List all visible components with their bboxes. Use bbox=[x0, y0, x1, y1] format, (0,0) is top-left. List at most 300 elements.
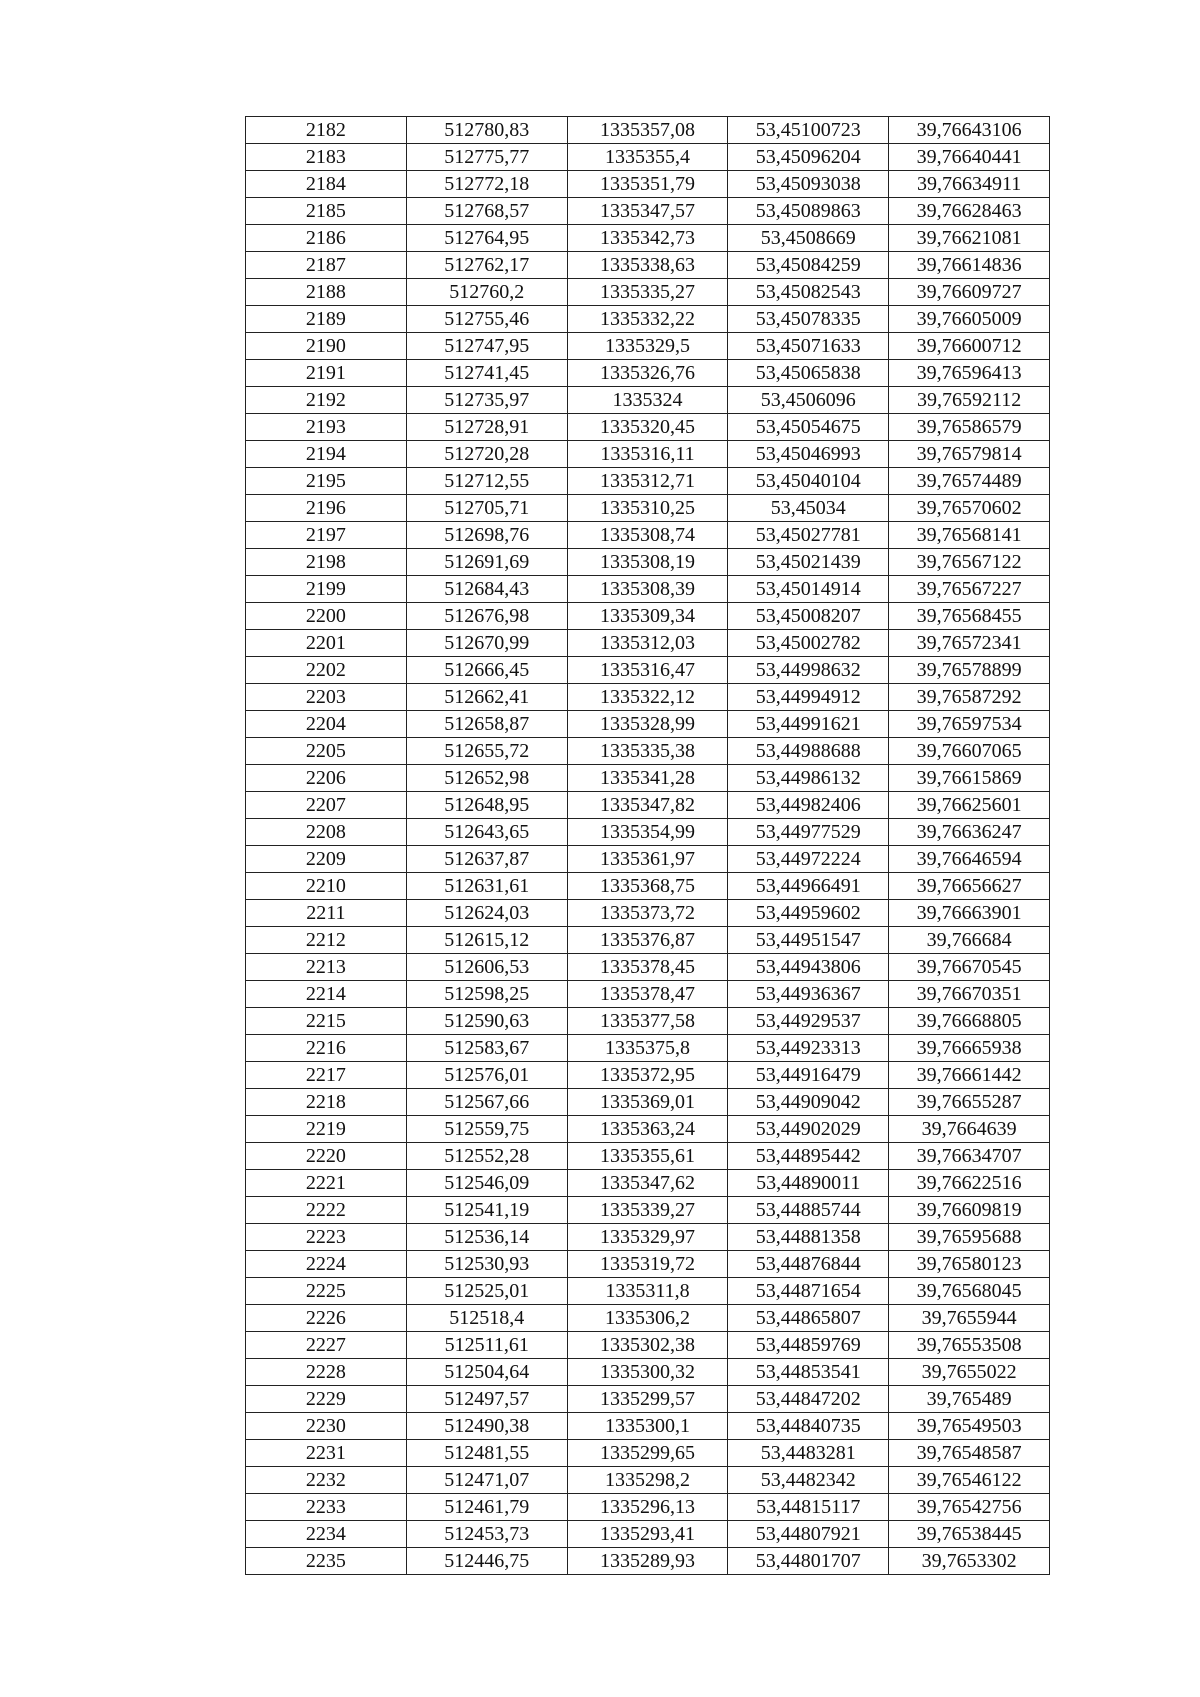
table-row bbox=[246, 1359, 1050, 1386]
table-row bbox=[246, 1170, 1050, 1197]
longitude-cell: 39,76614836 bbox=[889, 252, 1050, 279]
longitude-cell: 39,76634707 bbox=[889, 1143, 1050, 1170]
table-row bbox=[246, 738, 1050, 765]
table-body bbox=[246, 117, 1050, 1575]
longitude-cell: 39,76636247 bbox=[889, 819, 1050, 846]
y-coordinate-cell: 1335322,12 bbox=[567, 684, 728, 711]
table-row bbox=[246, 684, 1050, 711]
y-coordinate-cell: 1335289,93 bbox=[567, 1548, 728, 1575]
point-number-cell: 2197 bbox=[246, 522, 407, 549]
latitude-cell: 53,45034 bbox=[728, 495, 889, 522]
y-coordinate-cell: 1335300,1 bbox=[567, 1413, 728, 1440]
y-coordinate-cell: 1335299,65 bbox=[567, 1440, 728, 1467]
longitude-cell: 39,76587292 bbox=[889, 684, 1050, 711]
x-coordinate-cell: 512670,99 bbox=[406, 630, 567, 657]
point-number-cell: 2234 bbox=[246, 1521, 407, 1548]
point-number-cell: 2222 bbox=[246, 1197, 407, 1224]
y-coordinate-cell: 1335316,11 bbox=[567, 441, 728, 468]
longitude-cell: 39,76567227 bbox=[889, 576, 1050, 603]
y-coordinate-cell: 1335312,03 bbox=[567, 630, 728, 657]
y-coordinate-cell: 1335354,99 bbox=[567, 819, 728, 846]
y-coordinate-cell: 1335375,8 bbox=[567, 1035, 728, 1062]
y-coordinate-cell: 1335329,97 bbox=[567, 1224, 728, 1251]
latitude-cell: 53,45082543 bbox=[728, 279, 889, 306]
x-coordinate-cell: 512453,73 bbox=[406, 1521, 567, 1548]
latitude-cell: 53,44840735 bbox=[728, 1413, 889, 1440]
y-coordinate-cell: 1335302,38 bbox=[567, 1332, 728, 1359]
point-number-cell: 2214 bbox=[246, 981, 407, 1008]
x-coordinate-cell: 512576,01 bbox=[406, 1062, 567, 1089]
x-coordinate-cell: 512705,71 bbox=[406, 495, 567, 522]
table-row bbox=[246, 657, 1050, 684]
longitude-cell: 39,76643106 bbox=[889, 117, 1050, 144]
table-row bbox=[246, 117, 1050, 144]
point-number-cell: 2216 bbox=[246, 1035, 407, 1062]
x-coordinate-cell: 512720,28 bbox=[406, 441, 567, 468]
longitude-cell: 39,76625601 bbox=[889, 792, 1050, 819]
y-coordinate-cell: 1335378,47 bbox=[567, 981, 728, 1008]
latitude-cell: 53,44902029 bbox=[728, 1116, 889, 1143]
table-row bbox=[246, 1521, 1050, 1548]
longitude-cell: 39,76572341 bbox=[889, 630, 1050, 657]
x-coordinate-cell: 512735,97 bbox=[406, 387, 567, 414]
y-coordinate-cell: 1335335,38 bbox=[567, 738, 728, 765]
longitude-cell: 39,76609819 bbox=[889, 1197, 1050, 1224]
table-row bbox=[246, 1386, 1050, 1413]
point-number-cell: 2226 bbox=[246, 1305, 407, 1332]
latitude-cell: 53,4482342 bbox=[728, 1467, 889, 1494]
longitude-cell: 39,76553508 bbox=[889, 1332, 1050, 1359]
point-number-cell: 2194 bbox=[246, 441, 407, 468]
table-row bbox=[246, 1035, 1050, 1062]
x-coordinate-cell: 512615,12 bbox=[406, 927, 567, 954]
table-row bbox=[246, 846, 1050, 873]
table-row bbox=[246, 522, 1050, 549]
x-coordinate-cell: 512780,83 bbox=[406, 117, 567, 144]
y-coordinate-cell: 1335335,27 bbox=[567, 279, 728, 306]
point-number-cell: 2207 bbox=[246, 792, 407, 819]
latitude-cell: 53,44959602 bbox=[728, 900, 889, 927]
latitude-cell: 53,44847202 bbox=[728, 1386, 889, 1413]
x-coordinate-cell: 512546,09 bbox=[406, 1170, 567, 1197]
y-coordinate-cell: 1335378,45 bbox=[567, 954, 728, 981]
table-row bbox=[246, 1305, 1050, 1332]
point-number-cell: 2183 bbox=[246, 144, 407, 171]
y-coordinate-cell: 1335377,58 bbox=[567, 1008, 728, 1035]
longitude-cell: 39,76607065 bbox=[889, 738, 1050, 765]
latitude-cell: 53,44909042 bbox=[728, 1089, 889, 1116]
y-coordinate-cell: 1335320,45 bbox=[567, 414, 728, 441]
y-coordinate-cell: 1335341,28 bbox=[567, 765, 728, 792]
x-coordinate-cell: 512504,64 bbox=[406, 1359, 567, 1386]
longitude-cell: 39,76668805 bbox=[889, 1008, 1050, 1035]
latitude-cell: 53,45054675 bbox=[728, 414, 889, 441]
latitude-cell: 53,4506096 bbox=[728, 387, 889, 414]
y-coordinate-cell: 1335363,24 bbox=[567, 1116, 728, 1143]
point-number-cell: 2233 bbox=[246, 1494, 407, 1521]
y-coordinate-cell: 1335311,8 bbox=[567, 1278, 728, 1305]
table-row bbox=[246, 252, 1050, 279]
latitude-cell: 53,45046993 bbox=[728, 441, 889, 468]
point-number-cell: 2223 bbox=[246, 1224, 407, 1251]
longitude-cell: 39,7664639 bbox=[889, 1116, 1050, 1143]
longitude-cell: 39,76546122 bbox=[889, 1467, 1050, 1494]
y-coordinate-cell: 1335324 bbox=[567, 387, 728, 414]
y-coordinate-cell: 1335312,71 bbox=[567, 468, 728, 495]
y-coordinate-cell: 1335328,99 bbox=[567, 711, 728, 738]
latitude-cell: 53,44991621 bbox=[728, 711, 889, 738]
x-coordinate-cell: 512624,03 bbox=[406, 900, 567, 927]
longitude-cell: 39,7653302 bbox=[889, 1548, 1050, 1575]
x-coordinate-cell: 512652,98 bbox=[406, 765, 567, 792]
latitude-cell: 53,45065838 bbox=[728, 360, 889, 387]
point-number-cell: 2227 bbox=[246, 1332, 407, 1359]
point-number-cell: 2189 bbox=[246, 306, 407, 333]
point-number-cell: 2225 bbox=[246, 1278, 407, 1305]
point-number-cell: 2198 bbox=[246, 549, 407, 576]
point-number-cell: 2231 bbox=[246, 1440, 407, 1467]
y-coordinate-cell: 1335308,19 bbox=[567, 549, 728, 576]
table-row bbox=[246, 468, 1050, 495]
table-row bbox=[246, 225, 1050, 252]
longitude-cell: 39,76578899 bbox=[889, 657, 1050, 684]
table-row bbox=[246, 1413, 1050, 1440]
latitude-cell: 53,45040104 bbox=[728, 468, 889, 495]
longitude-cell: 39,76548587 bbox=[889, 1440, 1050, 1467]
table-row bbox=[246, 1548, 1050, 1575]
table-row bbox=[246, 927, 1050, 954]
point-number-cell: 2203 bbox=[246, 684, 407, 711]
longitude-cell: 39,76538445 bbox=[889, 1521, 1050, 1548]
x-coordinate-cell: 512712,55 bbox=[406, 468, 567, 495]
latitude-cell: 53,44923313 bbox=[728, 1035, 889, 1062]
point-number-cell: 2182 bbox=[246, 117, 407, 144]
point-number-cell: 2212 bbox=[246, 927, 407, 954]
longitude-cell: 39,76570602 bbox=[889, 495, 1050, 522]
point-number-cell: 2200 bbox=[246, 603, 407, 630]
table-row bbox=[246, 954, 1050, 981]
table-row bbox=[246, 1251, 1050, 1278]
x-coordinate-cell: 512598,25 bbox=[406, 981, 567, 1008]
x-coordinate-cell: 512536,14 bbox=[406, 1224, 567, 1251]
x-coordinate-cell: 512741,45 bbox=[406, 360, 567, 387]
x-coordinate-cell: 512662,41 bbox=[406, 684, 567, 711]
latitude-cell: 53,44998632 bbox=[728, 657, 889, 684]
latitude-cell: 53,44881358 bbox=[728, 1224, 889, 1251]
longitude-cell: 39,76542756 bbox=[889, 1494, 1050, 1521]
y-coordinate-cell: 1335368,75 bbox=[567, 873, 728, 900]
x-coordinate-cell: 512643,65 bbox=[406, 819, 567, 846]
x-coordinate-cell: 512658,87 bbox=[406, 711, 567, 738]
point-number-cell: 2230 bbox=[246, 1413, 407, 1440]
latitude-cell: 53,44807921 bbox=[728, 1521, 889, 1548]
point-number-cell: 2221 bbox=[246, 1170, 407, 1197]
longitude-cell: 39,76656627 bbox=[889, 873, 1050, 900]
longitude-cell: 39,76609727 bbox=[889, 279, 1050, 306]
longitude-cell: 39,76574489 bbox=[889, 468, 1050, 495]
y-coordinate-cell: 1335300,32 bbox=[567, 1359, 728, 1386]
x-coordinate-cell: 512518,4 bbox=[406, 1305, 567, 1332]
longitude-cell: 39,76595688 bbox=[889, 1224, 1050, 1251]
latitude-cell: 53,45002782 bbox=[728, 630, 889, 657]
longitude-cell: 39,76640441 bbox=[889, 144, 1050, 171]
y-coordinate-cell: 1335372,95 bbox=[567, 1062, 728, 1089]
longitude-cell: 39,76600712 bbox=[889, 333, 1050, 360]
longitude-cell: 39,76567122 bbox=[889, 549, 1050, 576]
x-coordinate-cell: 512446,75 bbox=[406, 1548, 567, 1575]
latitude-cell: 53,45084259 bbox=[728, 252, 889, 279]
latitude-cell: 53,44966491 bbox=[728, 873, 889, 900]
y-coordinate-cell: 1335309,34 bbox=[567, 603, 728, 630]
x-coordinate-cell: 512511,61 bbox=[406, 1332, 567, 1359]
latitude-cell: 53,44871654 bbox=[728, 1278, 889, 1305]
y-coordinate-cell: 1335310,25 bbox=[567, 495, 728, 522]
x-coordinate-cell: 512684,43 bbox=[406, 576, 567, 603]
latitude-cell: 53,44859769 bbox=[728, 1332, 889, 1359]
x-coordinate-cell: 512525,01 bbox=[406, 1278, 567, 1305]
table-row bbox=[246, 1332, 1050, 1359]
table-row bbox=[246, 576, 1050, 603]
point-number-cell: 2220 bbox=[246, 1143, 407, 1170]
longitude-cell: 39,7655944 bbox=[889, 1305, 1050, 1332]
longitude-cell: 39,76596413 bbox=[889, 360, 1050, 387]
table-row bbox=[246, 630, 1050, 657]
latitude-cell: 53,44988688 bbox=[728, 738, 889, 765]
point-number-cell: 2228 bbox=[246, 1359, 407, 1386]
latitude-cell: 53,44982406 bbox=[728, 792, 889, 819]
y-coordinate-cell: 1335298,2 bbox=[567, 1467, 728, 1494]
x-coordinate-cell: 512631,61 bbox=[406, 873, 567, 900]
point-number-cell: 2204 bbox=[246, 711, 407, 738]
longitude-cell: 39,76628463 bbox=[889, 198, 1050, 225]
point-number-cell: 2210 bbox=[246, 873, 407, 900]
table-row bbox=[246, 1440, 1050, 1467]
x-coordinate-cell: 512648,95 bbox=[406, 792, 567, 819]
x-coordinate-cell: 512471,07 bbox=[406, 1467, 567, 1494]
y-coordinate-cell: 1335351,79 bbox=[567, 171, 728, 198]
longitude-cell: 39,76646594 bbox=[889, 846, 1050, 873]
point-number-cell: 2202 bbox=[246, 657, 407, 684]
longitude-cell: 39,76665938 bbox=[889, 1035, 1050, 1062]
table-row bbox=[246, 198, 1050, 225]
y-coordinate-cell: 1335342,73 bbox=[567, 225, 728, 252]
y-coordinate-cell: 1335347,62 bbox=[567, 1170, 728, 1197]
longitude-cell: 39,76568045 bbox=[889, 1278, 1050, 1305]
x-coordinate-cell: 512461,79 bbox=[406, 1494, 567, 1521]
longitude-cell: 39,76621081 bbox=[889, 225, 1050, 252]
point-number-cell: 2213 bbox=[246, 954, 407, 981]
point-number-cell: 2215 bbox=[246, 1008, 407, 1035]
x-coordinate-cell: 512655,72 bbox=[406, 738, 567, 765]
point-number-cell: 2201 bbox=[246, 630, 407, 657]
latitude-cell: 53,44916479 bbox=[728, 1062, 889, 1089]
point-number-cell: 2199 bbox=[246, 576, 407, 603]
table-row bbox=[246, 981, 1050, 1008]
y-coordinate-cell: 1335308,39 bbox=[567, 576, 728, 603]
y-coordinate-cell: 1335296,13 bbox=[567, 1494, 728, 1521]
x-coordinate-cell: 512772,18 bbox=[406, 171, 567, 198]
table-row bbox=[246, 1197, 1050, 1224]
x-coordinate-cell: 512530,93 bbox=[406, 1251, 567, 1278]
table-row bbox=[246, 144, 1050, 171]
table-row bbox=[246, 279, 1050, 306]
table-row bbox=[246, 1089, 1050, 1116]
latitude-cell: 53,45093038 bbox=[728, 171, 889, 198]
longitude-cell: 39,765489 bbox=[889, 1386, 1050, 1413]
longitude-cell: 39,76597534 bbox=[889, 711, 1050, 738]
latitude-cell: 53,4508669 bbox=[728, 225, 889, 252]
y-coordinate-cell: 1335319,72 bbox=[567, 1251, 728, 1278]
point-number-cell: 2190 bbox=[246, 333, 407, 360]
y-coordinate-cell: 1335357,08 bbox=[567, 117, 728, 144]
longitude-cell: 39,7655022 bbox=[889, 1359, 1050, 1386]
table-row bbox=[246, 1278, 1050, 1305]
point-number-cell: 2196 bbox=[246, 495, 407, 522]
x-coordinate-cell: 512768,57 bbox=[406, 198, 567, 225]
y-coordinate-cell: 1335293,41 bbox=[567, 1521, 728, 1548]
y-coordinate-cell: 1335329,5 bbox=[567, 333, 728, 360]
x-coordinate-cell: 512606,53 bbox=[406, 954, 567, 981]
latitude-cell: 53,44986132 bbox=[728, 765, 889, 792]
longitude-cell: 39,76622516 bbox=[889, 1170, 1050, 1197]
y-coordinate-cell: 1335339,27 bbox=[567, 1197, 728, 1224]
x-coordinate-cell: 512760,2 bbox=[406, 279, 567, 306]
point-number-cell: 2206 bbox=[246, 765, 407, 792]
point-number-cell: 2195 bbox=[246, 468, 407, 495]
table-row bbox=[246, 711, 1050, 738]
x-coordinate-cell: 512775,77 bbox=[406, 144, 567, 171]
point-number-cell: 2188 bbox=[246, 279, 407, 306]
longitude-cell: 39,76661442 bbox=[889, 1062, 1050, 1089]
latitude-cell: 53,45021439 bbox=[728, 549, 889, 576]
x-coordinate-cell: 512490,38 bbox=[406, 1413, 567, 1440]
table-row bbox=[246, 171, 1050, 198]
point-number-cell: 2235 bbox=[246, 1548, 407, 1575]
x-coordinate-cell: 512567,66 bbox=[406, 1089, 567, 1116]
y-coordinate-cell: 1335299,57 bbox=[567, 1386, 728, 1413]
y-coordinate-cell: 1335361,97 bbox=[567, 846, 728, 873]
table-row bbox=[246, 603, 1050, 630]
latitude-cell: 53,44977529 bbox=[728, 819, 889, 846]
y-coordinate-cell: 1335376,87 bbox=[567, 927, 728, 954]
longitude-cell: 39,76549503 bbox=[889, 1413, 1050, 1440]
point-number-cell: 2208 bbox=[246, 819, 407, 846]
longitude-cell: 39,76586579 bbox=[889, 414, 1050, 441]
latitude-cell: 53,44890011 bbox=[728, 1170, 889, 1197]
table-row bbox=[246, 1062, 1050, 1089]
table-row bbox=[246, 441, 1050, 468]
table-row bbox=[246, 765, 1050, 792]
x-coordinate-cell: 512559,75 bbox=[406, 1116, 567, 1143]
point-number-cell: 2191 bbox=[246, 360, 407, 387]
point-number-cell: 2232 bbox=[246, 1467, 407, 1494]
table-row bbox=[246, 360, 1050, 387]
table-row bbox=[246, 1224, 1050, 1251]
point-number-cell: 2186 bbox=[246, 225, 407, 252]
table-row bbox=[246, 1143, 1050, 1170]
longitude-cell: 39,76568141 bbox=[889, 522, 1050, 549]
point-number-cell: 2205 bbox=[246, 738, 407, 765]
latitude-cell: 53,44936367 bbox=[728, 981, 889, 1008]
table-row bbox=[246, 549, 1050, 576]
y-coordinate-cell: 1335373,72 bbox=[567, 900, 728, 927]
table-row bbox=[246, 1494, 1050, 1521]
y-coordinate-cell: 1335347,82 bbox=[567, 792, 728, 819]
longitude-cell: 39,76615869 bbox=[889, 765, 1050, 792]
latitude-cell: 53,45100723 bbox=[728, 117, 889, 144]
x-coordinate-cell: 512691,69 bbox=[406, 549, 567, 576]
table-row bbox=[246, 306, 1050, 333]
table-row bbox=[246, 873, 1050, 900]
point-number-cell: 2187 bbox=[246, 252, 407, 279]
point-number-cell: 2184 bbox=[246, 171, 407, 198]
latitude-cell: 53,44895442 bbox=[728, 1143, 889, 1170]
latitude-cell: 53,45089863 bbox=[728, 198, 889, 225]
latitude-cell: 53,44929537 bbox=[728, 1008, 889, 1035]
latitude-cell: 53,45027781 bbox=[728, 522, 889, 549]
latitude-cell: 53,44801707 bbox=[728, 1548, 889, 1575]
point-number-cell: 2224 bbox=[246, 1251, 407, 1278]
point-number-cell: 2211 bbox=[246, 900, 407, 927]
latitude-cell: 53,44885744 bbox=[728, 1197, 889, 1224]
x-coordinate-cell: 512583,67 bbox=[406, 1035, 567, 1062]
table-row bbox=[246, 1116, 1050, 1143]
latitude-cell: 53,44943806 bbox=[728, 954, 889, 981]
x-coordinate-cell: 512552,28 bbox=[406, 1143, 567, 1170]
latitude-cell: 53,44815117 bbox=[728, 1494, 889, 1521]
y-coordinate-cell: 1335355,61 bbox=[567, 1143, 728, 1170]
x-coordinate-cell: 512762,17 bbox=[406, 252, 567, 279]
y-coordinate-cell: 1335308,74 bbox=[567, 522, 728, 549]
point-number-cell: 2218 bbox=[246, 1089, 407, 1116]
latitude-cell: 53,44876844 bbox=[728, 1251, 889, 1278]
latitude-cell: 53,44853541 bbox=[728, 1359, 889, 1386]
table-row bbox=[246, 900, 1050, 927]
longitude-cell: 39,76670545 bbox=[889, 954, 1050, 981]
x-coordinate-cell: 512764,95 bbox=[406, 225, 567, 252]
y-coordinate-cell: 1335332,22 bbox=[567, 306, 728, 333]
table-row bbox=[246, 792, 1050, 819]
y-coordinate-cell: 1335326,76 bbox=[567, 360, 728, 387]
y-coordinate-cell: 1335355,4 bbox=[567, 144, 728, 171]
table-row bbox=[246, 414, 1050, 441]
x-coordinate-cell: 512541,19 bbox=[406, 1197, 567, 1224]
longitude-cell: 39,76663901 bbox=[889, 900, 1050, 927]
x-coordinate-cell: 512698,76 bbox=[406, 522, 567, 549]
y-coordinate-cell: 1335347,57 bbox=[567, 198, 728, 225]
longitude-cell: 39,76670351 bbox=[889, 981, 1050, 1008]
y-coordinate-cell: 1335338,63 bbox=[567, 252, 728, 279]
point-number-cell: 2219 bbox=[246, 1116, 407, 1143]
x-coordinate-cell: 512481,55 bbox=[406, 1440, 567, 1467]
latitude-cell: 53,45008207 bbox=[728, 603, 889, 630]
y-coordinate-cell: 1335306,2 bbox=[567, 1305, 728, 1332]
latitude-cell: 53,45014914 bbox=[728, 576, 889, 603]
longitude-cell: 39,76580123 bbox=[889, 1251, 1050, 1278]
latitude-cell: 53,45078335 bbox=[728, 306, 889, 333]
latitude-cell: 53,44994912 bbox=[728, 684, 889, 711]
x-coordinate-cell: 512747,95 bbox=[406, 333, 567, 360]
latitude-cell: 53,44951547 bbox=[728, 927, 889, 954]
coordinates-table bbox=[245, 116, 1050, 1575]
latitude-cell: 53,44972224 bbox=[728, 846, 889, 873]
x-coordinate-cell: 512666,45 bbox=[406, 657, 567, 684]
table-row bbox=[246, 333, 1050, 360]
point-number-cell: 2229 bbox=[246, 1386, 407, 1413]
latitude-cell: 53,44865807 bbox=[728, 1305, 889, 1332]
latitude-cell: 53,45096204 bbox=[728, 144, 889, 171]
point-number-cell: 2193 bbox=[246, 414, 407, 441]
